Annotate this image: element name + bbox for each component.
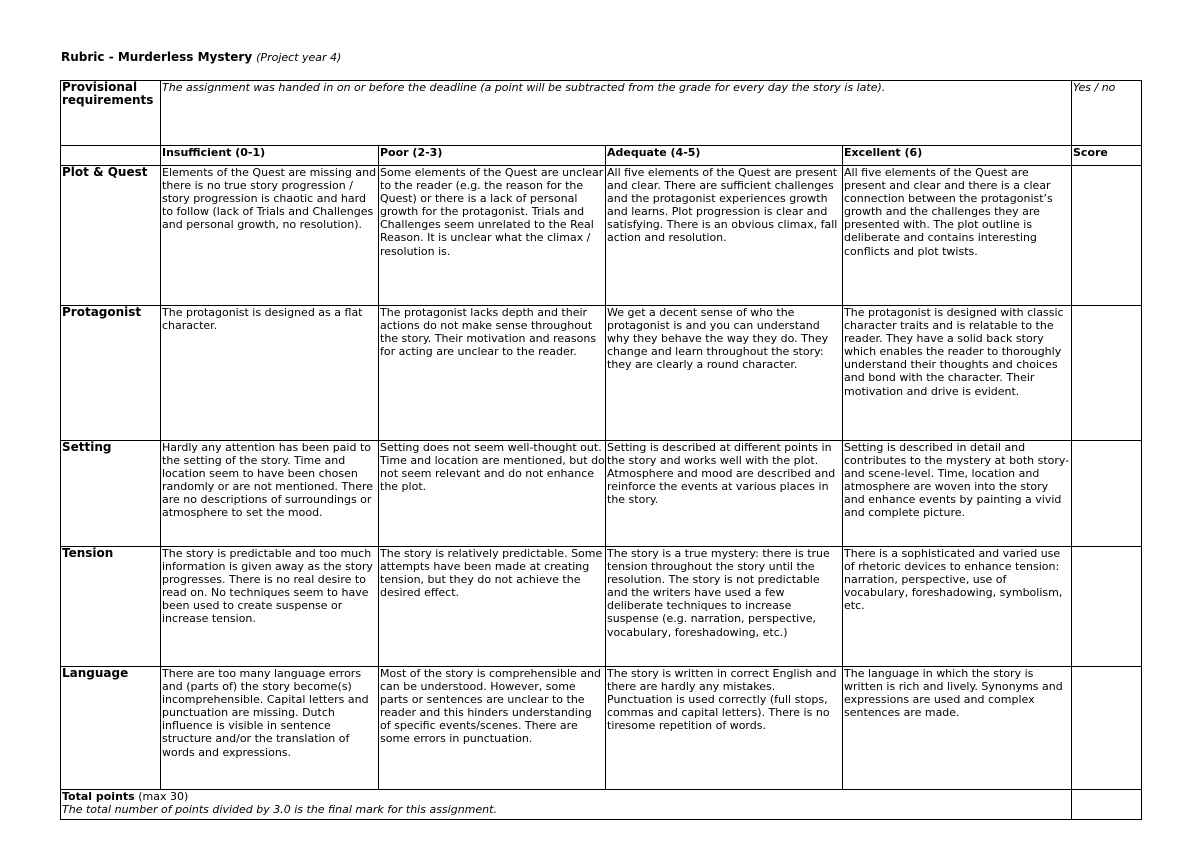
- rubric-table: [60, 80, 1142, 820]
- row-label: Tension: [61, 547, 161, 667]
- rubric-row-setting: [61, 441, 1142, 547]
- rubric-row-plot: [61, 166, 1142, 306]
- row-label: Setting: [61, 441, 161, 547]
- cell-excellent: All five elements of the Quest are present and clear and there is a clear connection between the protagonist’s growth and the challenges they are presented with. The plot outline is deliberate and contains interesting conflicts and plot twists.: [843, 166, 1072, 306]
- score-cell: [1072, 306, 1142, 441]
- row-label: Language: [61, 667, 161, 790]
- cell-adequate: We get a decent sense of who the protagonist is and you can understand why they behave the way they do. They change and learn throughout the story: they are clearly a round character.: [606, 306, 843, 441]
- provisional-answer: Yes / no: [1072, 81, 1142, 146]
- title-main: Rubric - Murderless Mystery: [61, 50, 253, 64]
- cell-poor: Setting does not seem well-thought out. Time and location are mentioned, but do not seem relevant and do not enhance the plot.: [379, 441, 606, 547]
- cell-excellent: Setting is described in detail and contributes to the mystery at both story- and scene-level. Time, location and atmosphere are woven into the story and enhance events by painting a vivid and complete picture.: [843, 441, 1072, 547]
- provisional-row: [61, 81, 1142, 146]
- score-cell: [1072, 667, 1142, 790]
- cell-insufficient: The protagonist is designed as a flat character.: [161, 306, 379, 441]
- score-cell: [1072, 166, 1142, 306]
- total-score-cell: [1072, 790, 1142, 820]
- cell-excellent: The language in which the story is written is rich and lively. Synonyms and expressions are used and complex sentences are made.: [843, 667, 1072, 790]
- col-poor: Poor (2-3): [379, 146, 606, 166]
- col-excellent: Excellent (6): [843, 146, 1072, 166]
- score-cell: [1072, 441, 1142, 547]
- cell-adequate: The story is a true mystery: there is true tension throughout the story until the resolution. The story is not predictable and the writers have used a few deliberate techniques to increase suspense (e.g. narration, perspective, vocabulary, foreshadowing, etc.): [606, 547, 843, 667]
- cell-insufficient: The story is predictable and too much information is given away as the story progresses. There is no real desire to read on. No techniques seem to have been used to create suspense or increase tension.: [161, 547, 379, 667]
- cell-poor: The protagonist lacks depth and their actions do not make sense throughout the story. Their motivation and reasons for acting are unclear to the reader.: [379, 306, 606, 441]
- cell-excellent: There is a sophisticated and varied use of rhetoric devices to enhance tension: narration, perspective, use of vocabulary, foreshadowing, symbolism, etc.: [843, 547, 1072, 667]
- col-score: Score: [1072, 146, 1142, 166]
- provisional-text: The assignment was handed in on or before the deadline (a point will be subtracted from the grade for every day the story is late).: [161, 81, 1072, 146]
- total-label: Total points: [62, 790, 135, 803]
- cell-excellent: The protagonist is designed with classic character traits and is relatable to the reader. They have a solid back story which enables the reader to thoroughly understand their thoughts and choices and bond with the character. Their motivation and drive is evident.: [843, 306, 1072, 441]
- total-row: [61, 790, 1142, 820]
- cell-insufficient: Hardly any attention has been paid to the setting of the story. Time and location seem to have been chosen randomly or are not mentioned. There are no descriptions of surroundings or atmosphere to set the mood.: [161, 441, 379, 547]
- cell-insufficient: Elements of the Quest are missing and there is no true story progression / story progression is chaotic and hard to follow (lack of Trials and Challenges and personal growth, no resolution).: [161, 166, 379, 306]
- corner-cell: [61, 146, 161, 166]
- rubric-row-language: [61, 667, 1142, 790]
- cell-adequate: The story is written in correct English and there are hardly any mistakes. Punctuation is used correctly (full stops, commas and capital letters). There is no tiresome repetition of words.: [606, 667, 843, 790]
- row-label: Plot & Quest: [61, 166, 161, 306]
- page-title: [61, 50, 341, 64]
- rubric-row-tension: [61, 547, 1142, 667]
- total-cell: [61, 790, 1072, 820]
- cell-poor: Most of the story is comprehensible and can be understood. However, some parts or sentences are unclear to the reader and this hinders understanding of specific events/scenes. There are some errors in punctuation.: [379, 667, 606, 790]
- total-note: The total number of points divided by 3.0 is the final mark for this assignment.: [62, 803, 497, 817]
- col-insufficient: Insufficient (0-1): [161, 146, 379, 166]
- cell-adequate: Setting is described at different points in the story and works well with the plot. Atmosphere and mood are described and reinforce the events at various places in the story.: [606, 441, 843, 547]
- cell-poor: Some elements of the Quest are unclear to the reader (e.g. the reason for the Quest) or there is a lack of personal growth for the protagonist. Trials and Challenges seem unrelated to the Real Reason. It is unclear what the climax / resolution is.: [379, 166, 606, 306]
- column-header-row: [61, 146, 1142, 166]
- cell-insufficient: There are too many language errors and (parts of) the story become(s) incomprehensible. Capital letters and punctuation are missing. Dutch influence is visible in sentence structure and/or the translation of words and expressions.: [161, 667, 379, 790]
- cell-poor: The story is relatively predictable. Some attempts have been made at creating tension, but they do not achieve the desired effect.: [379, 547, 606, 667]
- col-adequate: Adequate (4-5): [606, 146, 843, 166]
- score-cell: [1072, 547, 1142, 667]
- cell-adequate: All five elements of the Quest are present and clear. There are sufficient challenges and the protagonist experiences growth and learns. Plot progression is clear and satisfying. There is an obvious climax, fall action and resolution.: [606, 166, 843, 306]
- rubric-row-protagonist: [61, 306, 1142, 441]
- total-max: (max 30): [138, 790, 189, 803]
- row-label: Protagonist: [61, 306, 161, 441]
- provisional-label: Provisional requirements: [61, 81, 161, 146]
- title-sub: (Project year 4): [256, 51, 342, 64]
